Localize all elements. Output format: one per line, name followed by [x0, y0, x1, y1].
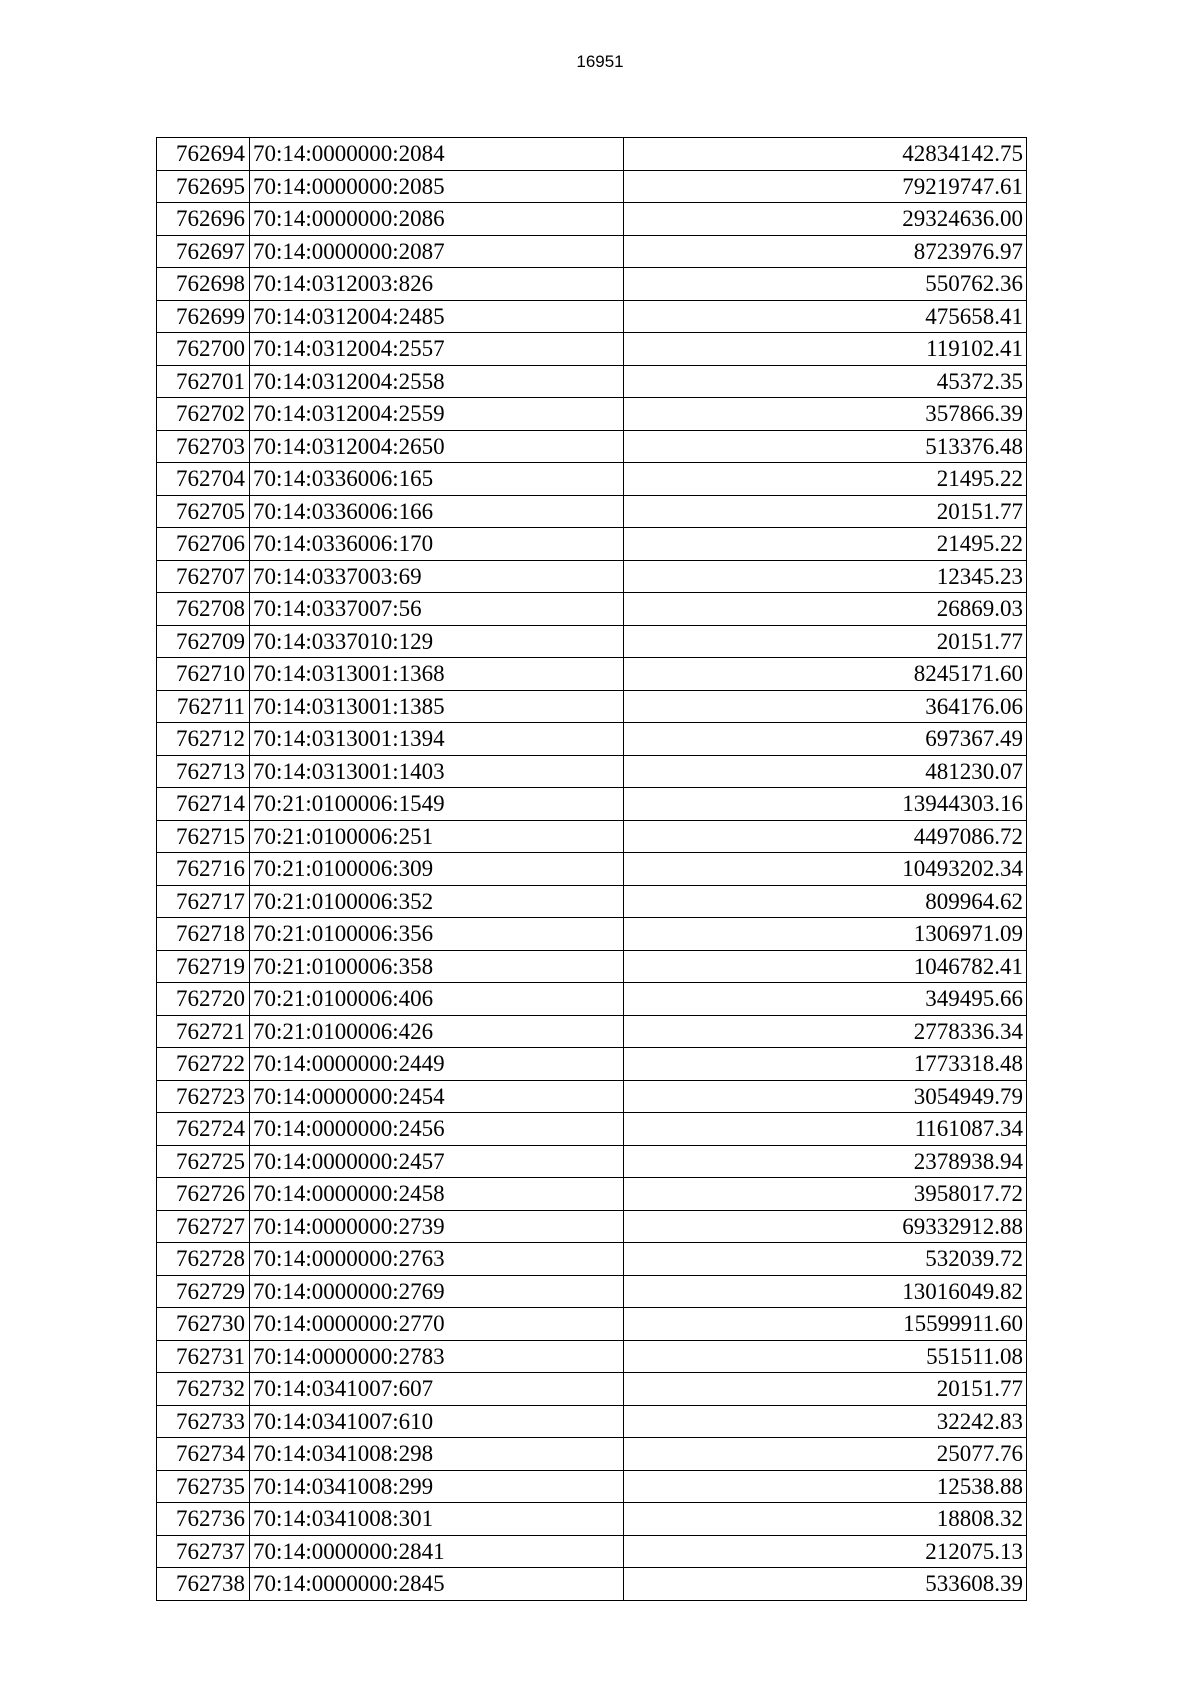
cadastral-value-cell: 119102.41	[624, 333, 1027, 366]
table-row	[157, 560, 1027, 593]
cadastral-number-cell: 70:14:0312004:2557	[250, 333, 624, 366]
table-row	[157, 950, 1027, 983]
cadastral-number-cell: 70:14:0000000:2456	[250, 1113, 624, 1146]
table-row	[157, 1048, 1027, 1081]
cadastral-number-cell: 70:14:0000000:2739	[250, 1210, 624, 1243]
cadastral-value-table	[156, 137, 1027, 1601]
row-number-cell: 762732	[157, 1373, 250, 1406]
row-number-cell: 762720	[157, 983, 250, 1016]
cadastral-value-cell: 1773318.48	[624, 1048, 1027, 1081]
cadastral-number-cell: 70:21:0100006:358	[250, 950, 624, 983]
table-row	[157, 203, 1027, 236]
cadastral-value-cell: 79219747.61	[624, 170, 1027, 203]
table-row	[157, 820, 1027, 853]
row-number-cell: 762726	[157, 1178, 250, 1211]
cadastral-value-cell: 20151.77	[624, 625, 1027, 658]
cadastral-value-cell: 8723976.97	[624, 235, 1027, 268]
cadastral-number-cell: 70:14:0312004:2558	[250, 365, 624, 398]
row-number-cell: 762706	[157, 528, 250, 561]
cadastral-value-cell: 2778336.34	[624, 1015, 1027, 1048]
cadastral-value-cell: 10493202.34	[624, 853, 1027, 886]
cadastral-number-cell: 70:14:0000000:2763	[250, 1243, 624, 1276]
cadastral-value-cell: 364176.06	[624, 690, 1027, 723]
cadastral-value-cell: 697367.49	[624, 723, 1027, 756]
row-number-cell: 762727	[157, 1210, 250, 1243]
cadastral-value-cell: 12345.23	[624, 560, 1027, 593]
row-number-cell: 762725	[157, 1145, 250, 1178]
cadastral-value-cell: 532039.72	[624, 1243, 1027, 1276]
row-number-cell: 762695	[157, 170, 250, 203]
table-row	[157, 1535, 1027, 1568]
row-number-cell: 762708	[157, 593, 250, 626]
cadastral-value-cell: 3054949.79	[624, 1080, 1027, 1113]
row-number-cell: 762717	[157, 885, 250, 918]
cadastral-number-cell: 70:14:0000000:2457	[250, 1145, 624, 1178]
table-row	[157, 235, 1027, 268]
cadastral-number-cell: 70:14:0000000:2084	[250, 138, 624, 171]
table-row	[157, 1503, 1027, 1536]
cadastral-number-cell: 70:14:0312004:2485	[250, 300, 624, 333]
cadastral-number-cell: 70:14:0341007:610	[250, 1405, 624, 1438]
row-number-cell: 762714	[157, 788, 250, 821]
cadastral-value-cell: 1046782.41	[624, 950, 1027, 983]
table-row	[157, 1210, 1027, 1243]
cadastral-number-cell: 70:14:0312004:2650	[250, 430, 624, 463]
table-row	[157, 593, 1027, 626]
row-number-cell: 762702	[157, 398, 250, 431]
row-number-cell: 762722	[157, 1048, 250, 1081]
cadastral-number-cell: 70:14:0341008:301	[250, 1503, 624, 1536]
cadastral-number-cell: 70:21:0100006:352	[250, 885, 624, 918]
cadastral-number-cell: 70:14:0312003:826	[250, 268, 624, 301]
cadastral-value-cell: 357866.39	[624, 398, 1027, 431]
row-number-cell: 762731	[157, 1340, 250, 1373]
table-row	[157, 463, 1027, 496]
table-row	[157, 300, 1027, 333]
table-row	[157, 170, 1027, 203]
cadastral-number-cell: 70:14:0313001:1368	[250, 658, 624, 691]
cadastral-number-cell: 70:14:0341008:299	[250, 1470, 624, 1503]
row-number-cell: 762729	[157, 1275, 250, 1308]
cadastral-number-cell: 70:21:0100006:1549	[250, 788, 624, 821]
row-number-cell: 762701	[157, 365, 250, 398]
cadastral-number-cell: 70:14:0000000:2085	[250, 170, 624, 203]
row-number-cell: 762694	[157, 138, 250, 171]
cadastral-value-cell: 29324636.00	[624, 203, 1027, 236]
cadastral-value-cell: 2378938.94	[624, 1145, 1027, 1178]
cadastral-value-cell: 533608.39	[624, 1568, 1027, 1601]
cadastral-number-cell: 70:14:0313001:1394	[250, 723, 624, 756]
row-number-cell: 762713	[157, 755, 250, 788]
row-number-cell: 762711	[157, 690, 250, 723]
page-number: 16951	[576, 52, 624, 71]
table-row	[157, 1373, 1027, 1406]
table-row	[157, 333, 1027, 366]
cadastral-value-cell: 25077.76	[624, 1438, 1027, 1471]
cadastral-value-cell: 1161087.34	[624, 1113, 1027, 1146]
table-row	[157, 755, 1027, 788]
cadastral-number-cell: 70:14:0000000:2841	[250, 1535, 624, 1568]
table-row	[157, 1145, 1027, 1178]
cadastral-number-cell: 70:21:0100006:426	[250, 1015, 624, 1048]
cadastral-number-cell: 70:21:0100006:251	[250, 820, 624, 853]
cadastral-value-cell: 13944303.16	[624, 788, 1027, 821]
row-number-cell: 762707	[157, 560, 250, 593]
table-row	[157, 1308, 1027, 1341]
cadastral-value-cell: 42834142.75	[624, 138, 1027, 171]
cadastral-number-cell: 70:14:0336006:166	[250, 495, 624, 528]
row-number-cell: 762699	[157, 300, 250, 333]
cadastral-value-cell: 8245171.60	[624, 658, 1027, 691]
table-row	[157, 658, 1027, 691]
row-number-cell: 762719	[157, 950, 250, 983]
table-row	[157, 1015, 1027, 1048]
cadastral-number-cell: 70:14:0313001:1385	[250, 690, 624, 723]
table-row	[157, 495, 1027, 528]
table-row	[157, 885, 1027, 918]
table-row	[157, 1243, 1027, 1276]
table-row	[157, 1568, 1027, 1601]
table-row	[157, 723, 1027, 756]
row-number-cell: 762709	[157, 625, 250, 658]
cadastral-value-cell: 20151.77	[624, 495, 1027, 528]
cadastral-number-cell: 70:14:0000000:2458	[250, 1178, 624, 1211]
cadastral-value-cell: 212075.13	[624, 1535, 1027, 1568]
row-number-cell: 762704	[157, 463, 250, 496]
cadastral-number-cell: 70:14:0312004:2559	[250, 398, 624, 431]
cadastral-value-cell: 1306971.09	[624, 918, 1027, 951]
row-number-cell: 762728	[157, 1243, 250, 1276]
row-number-cell: 762738	[157, 1568, 250, 1601]
cadastral-number-cell: 70:21:0100006:309	[250, 853, 624, 886]
cadastral-number-cell: 70:14:0336006:165	[250, 463, 624, 496]
table-row	[157, 1340, 1027, 1373]
cadastral-value-cell: 12538.88	[624, 1470, 1027, 1503]
table-row	[157, 1113, 1027, 1146]
cadastral-value-cell: 551511.08	[624, 1340, 1027, 1373]
row-number-cell: 762697	[157, 235, 250, 268]
row-number-cell: 762734	[157, 1438, 250, 1471]
cadastral-value-cell: 349495.66	[624, 983, 1027, 1016]
row-number-cell: 762703	[157, 430, 250, 463]
cadastral-value-cell: 21495.22	[624, 528, 1027, 561]
row-number-cell: 762724	[157, 1113, 250, 1146]
cadastral-number-cell: 70:14:0000000:2845	[250, 1568, 624, 1601]
cadastral-value-cell: 69332912.88	[624, 1210, 1027, 1243]
cadastral-number-cell: 70:14:0000000:2783	[250, 1340, 624, 1373]
row-number-cell: 762716	[157, 853, 250, 886]
table-row	[157, 365, 1027, 398]
table-row	[157, 1470, 1027, 1503]
cadastral-number-cell: 70:14:0337007:56	[250, 593, 624, 626]
table-row	[157, 430, 1027, 463]
cadastral-value-cell: 481230.07	[624, 755, 1027, 788]
row-number-cell: 762698	[157, 268, 250, 301]
table-row	[157, 1405, 1027, 1438]
table-row	[157, 690, 1027, 723]
row-number-cell: 762710	[157, 658, 250, 691]
table-row	[157, 788, 1027, 821]
cadastral-value-cell: 45372.35	[624, 365, 1027, 398]
row-number-cell: 762735	[157, 1470, 250, 1503]
table-body	[157, 138, 1027, 1601]
table-row	[157, 1275, 1027, 1308]
table-row	[157, 1080, 1027, 1113]
cadastral-number-cell: 70:21:0100006:356	[250, 918, 624, 951]
cadastral-number-cell: 70:14:0000000:2454	[250, 1080, 624, 1113]
table-row	[157, 398, 1027, 431]
cadastral-value-cell: 13016049.82	[624, 1275, 1027, 1308]
cadastral-value-cell: 15599911.60	[624, 1308, 1027, 1341]
cadastral-number-cell: 70:14:0000000:2769	[250, 1275, 624, 1308]
row-number-cell: 762736	[157, 1503, 250, 1536]
table-row	[157, 1178, 1027, 1211]
table-row	[157, 983, 1027, 1016]
row-number-cell: 762733	[157, 1405, 250, 1438]
table-row	[157, 1438, 1027, 1471]
cadastral-value-cell: 550762.36	[624, 268, 1027, 301]
table-row	[157, 918, 1027, 951]
cadastral-value-cell: 32242.83	[624, 1405, 1027, 1438]
table-row	[157, 138, 1027, 171]
table-row	[157, 853, 1027, 886]
table-row	[157, 625, 1027, 658]
cadastral-value-cell: 475658.41	[624, 300, 1027, 333]
cadastral-number-cell: 70:14:0336006:170	[250, 528, 624, 561]
row-number-cell: 762721	[157, 1015, 250, 1048]
row-number-cell: 762700	[157, 333, 250, 366]
cadastral-number-cell: 70:14:0000000:2087	[250, 235, 624, 268]
cadastral-number-cell: 70:21:0100006:406	[250, 983, 624, 1016]
row-number-cell: 762705	[157, 495, 250, 528]
cadastral-number-cell: 70:14:0000000:2086	[250, 203, 624, 236]
cadastral-number-cell: 70:14:0341008:298	[250, 1438, 624, 1471]
cadastral-number-cell: 70:14:0000000:2770	[250, 1308, 624, 1341]
cadastral-number-cell: 70:14:0313001:1403	[250, 755, 624, 788]
cadastral-number-cell: 70:14:0337003:69	[250, 560, 624, 593]
row-number-cell: 762737	[157, 1535, 250, 1568]
row-number-cell: 762718	[157, 918, 250, 951]
cadastral-value-cell: 21495.22	[624, 463, 1027, 496]
cadastral-number-cell: 70:14:0337010:129	[250, 625, 624, 658]
cadastral-number-cell: 70:14:0341007:607	[250, 1373, 624, 1406]
row-number-cell: 762712	[157, 723, 250, 756]
row-number-cell: 762730	[157, 1308, 250, 1341]
row-number-cell: 762696	[157, 203, 250, 236]
cadastral-value-cell: 4497086.72	[624, 820, 1027, 853]
cadastral-value-cell: 513376.48	[624, 430, 1027, 463]
cadastral-value-cell: 3958017.72	[624, 1178, 1027, 1211]
cadastral-number-cell: 70:14:0000000:2449	[250, 1048, 624, 1081]
cadastral-value-cell: 809964.62	[624, 885, 1027, 918]
table-row	[157, 268, 1027, 301]
cadastral-value-cell: 20151.77	[624, 1373, 1027, 1406]
table-row	[157, 528, 1027, 561]
row-number-cell: 762715	[157, 820, 250, 853]
cadastral-value-cell: 26869.03	[624, 593, 1027, 626]
cadastral-value-cell: 18808.32	[624, 1503, 1027, 1536]
row-number-cell: 762723	[157, 1080, 250, 1113]
